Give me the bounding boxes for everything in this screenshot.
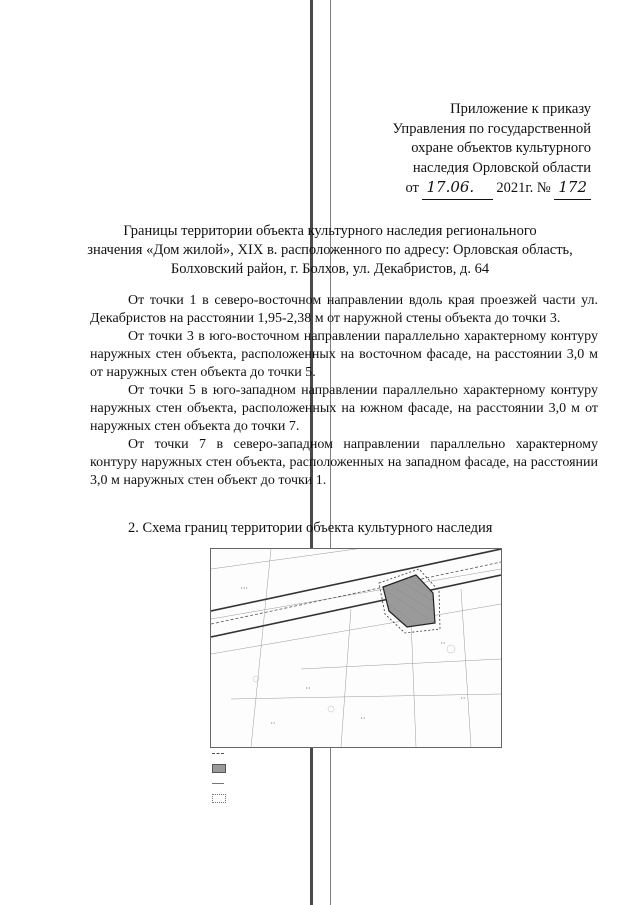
svg-text:• •: • • <box>271 720 275 725</box>
title-line: Болховский район, г. Болхов, ул. Декабристов, д. 64 <box>170 261 490 277</box>
legend-item <box>212 780 372 787</box>
legend-swatch-object <box>212 764 226 773</box>
legend-swatch-boundary <box>212 753 224 757</box>
boundary-description <box>90 292 598 490</box>
title-line: значения «Дом жилой», XIX в. расположенного по адресу: Орловская область, <box>87 242 573 258</box>
document-title <box>80 222 580 279</box>
boundary-scheme-map <box>210 548 502 748</box>
legend-swatch-protection <box>212 783 224 787</box>
legend-swatch-parcel <box>212 794 226 803</box>
year-number-label: 2021г. № <box>496 180 551 196</box>
boundary-paragraph: От точки 5 в юго-западном направлении параллельно характерному контуру наружных стен объекта, расположенных на южном фасаде, на расстоянии 3,0 м от наружных стен объекта до точки 7. <box>90 383 598 434</box>
svg-text:• •: • • <box>461 695 465 700</box>
header-line: Приложение к приказу <box>450 101 591 117</box>
legend-item <box>212 794 372 803</box>
svg-text:• •: • • <box>361 715 365 720</box>
boundary-paragraph: От точки 1 в северо-восточном направлении вдоль края проезжей части ул. Декабристов на расстоянии 1,95-2,38 м от наружной стены объекта до точки 3. <box>90 293 598 326</box>
handwritten-number: 172 <box>554 178 591 200</box>
boundary-paragraph: От точки 3 в юго-восточном направлении параллельно характерному контуру наружных стен объекта, расположенных на восточном фасаде, на расстоянии 3,0 м от наружных стен объекта до точки 5. <box>90 329 598 380</box>
svg-text:• •: • • <box>441 640 445 645</box>
appendix-header <box>351 100 591 200</box>
legend-item <box>212 764 372 773</box>
header-line: наследия Орловской области <box>412 159 591 176</box>
boundary-paragraph: От точки 7 в северо-западном направлении параллельно характерному контуру наружных стен объекта, расположенных на западном фасаде, на расстоянии 3,0 м наружных стен объект до точки 1. <box>90 437 598 488</box>
svg-text:• •: • • <box>306 685 310 690</box>
legend-item <box>212 750 372 757</box>
date-prefix: от <box>405 180 419 196</box>
order-date-number <box>351 178 591 200</box>
header-line: охране объектов культурного <box>411 140 591 156</box>
cadastral-scheme-map-icon <box>211 549 501 747</box>
title-line: Границы территории объекта культурного наследия регионального <box>123 223 537 239</box>
section-heading: 2. Схема границ территории объекта культурного наследия <box>128 520 493 536</box>
handwritten-date: 17.06. <box>422 178 492 200</box>
map-legend <box>212 750 372 810</box>
header-line: Управления по государственной <box>392 120 591 137</box>
svg-text:• • •: • • • <box>241 585 248 590</box>
